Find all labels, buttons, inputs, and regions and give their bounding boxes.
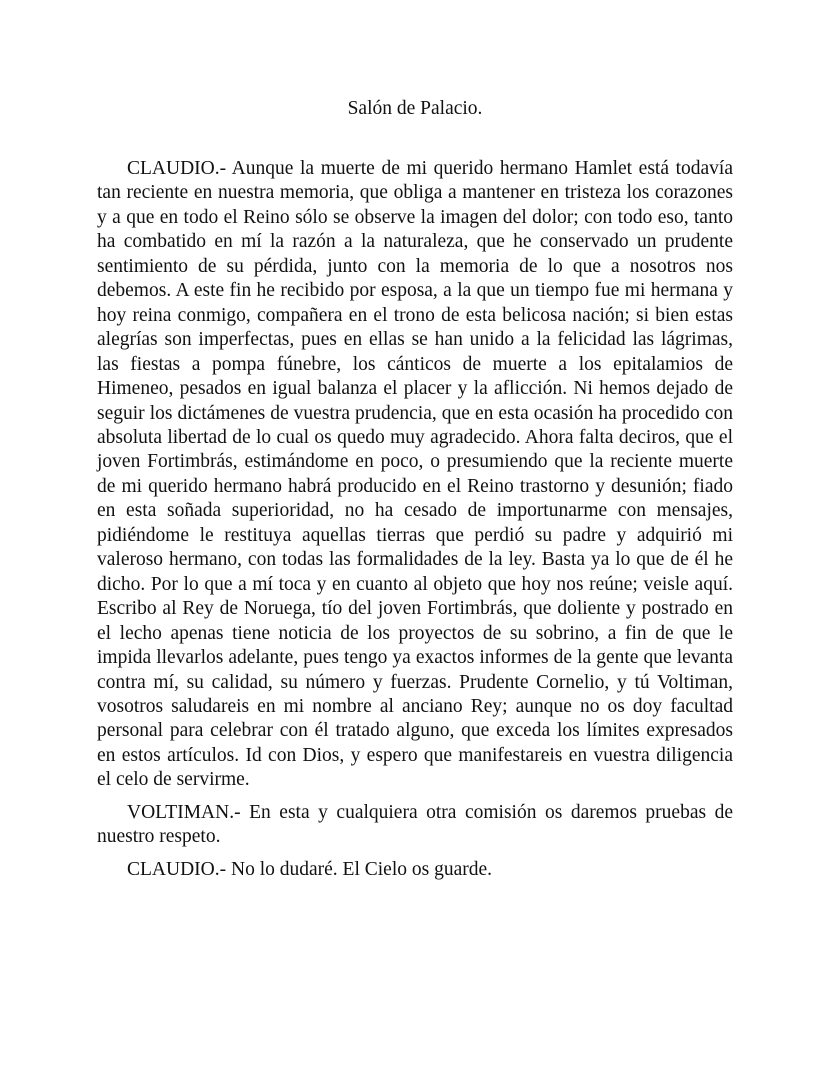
speaker-name: VOLTIMAN.-: [127, 801, 241, 823]
speech-text: En esta y cualquiera otra comisión os daremos pruebas de nuestro respeto.: [97, 801, 734, 848]
speech-text: No lo dudaré. El Cielo os guarde.: [230, 858, 493, 880]
speech-claudio-1: [97, 157, 733, 793]
speaker-name: CLAUDIO.-: [127, 858, 227, 880]
dialogue-body: [97, 157, 733, 890]
speech-text: Aunque la muerte de mi querido hermano Hamlet está todavía tan reciente en nuestra memoria, que obliga a mantener en tristeza los corazones y a que en todo el Reino sólo se observe la imagen del dolor; con todo eso, tanto ha combatido en mí la razón a la naturaleza, que he conservado un prudente sentimiento de su pérdida, junto con la memoria de lo que a nosotros nos debemos. A este fin he recibido por esposa, a la que un tiempo fue mi hermana y hoy reina conmigo, compañera en el trono de esta belicosa nación; si bien estas alegrías son imperfectas, pues en ellas se han unido a la felicidad las lágrimas, las fiestas a pompa fúnebre, los cánticos de muerte a los epitalamios de Himeneo, pesados en igual balanza el placer y la aflicción. Ni hemos dejado de seguir los dictámenes de vuestra prudencia, que en esta ocasión ha procedido con absoluta libertad de lo cual os quedo muy agradecido. Ahora falta deciros, que el joven Fortimbrás, estimándome en poco, o presumiendo que la reciente muerte de mi querido hermano habrá producido en el Reino trastorno y desunión; fiado en esta soñada superioridad, no ha cesado de importunarme con mensajes, pidiéndome le restituya aquellas tierras que perdió su padre y adquirió mi valeroso hermano, con todas las formalidades de la ley. Basta ya lo que de él he dicho. Por lo que a mí toca y en cuanto al objeto que hoy nos reúne; veisle aquí. Escribo al Rey de Noruega, tío del joven Fortimbrás, que doliente y postrado en el lecho apenas tiene noticia de los proyectos de su sobrino, a fin de que le impida llevarlos adelante, pues tengo ya exactos informes de la gente que levanta contra mí, su calidad, su número y fuerzas. Prudente Cornelio, y tú Voltiman, vosotros saludareis en mi nombre al anciano Rey; aunque no os doy facultad personal para celebrar con él tratado alguno, que exceda los límites expresados en estos artículos. Id con Dios, y espero que manifestareis en vuestra diligencia el celo de servirme.: [97, 158, 733, 791]
speech-voltiman: [97, 801, 733, 850]
scene-heading: Salón de Palacio.: [347, 98, 483, 119]
speech-claudio-2: [97, 858, 733, 882]
speaker-name: CLAUDIO.-: [127, 158, 227, 179]
